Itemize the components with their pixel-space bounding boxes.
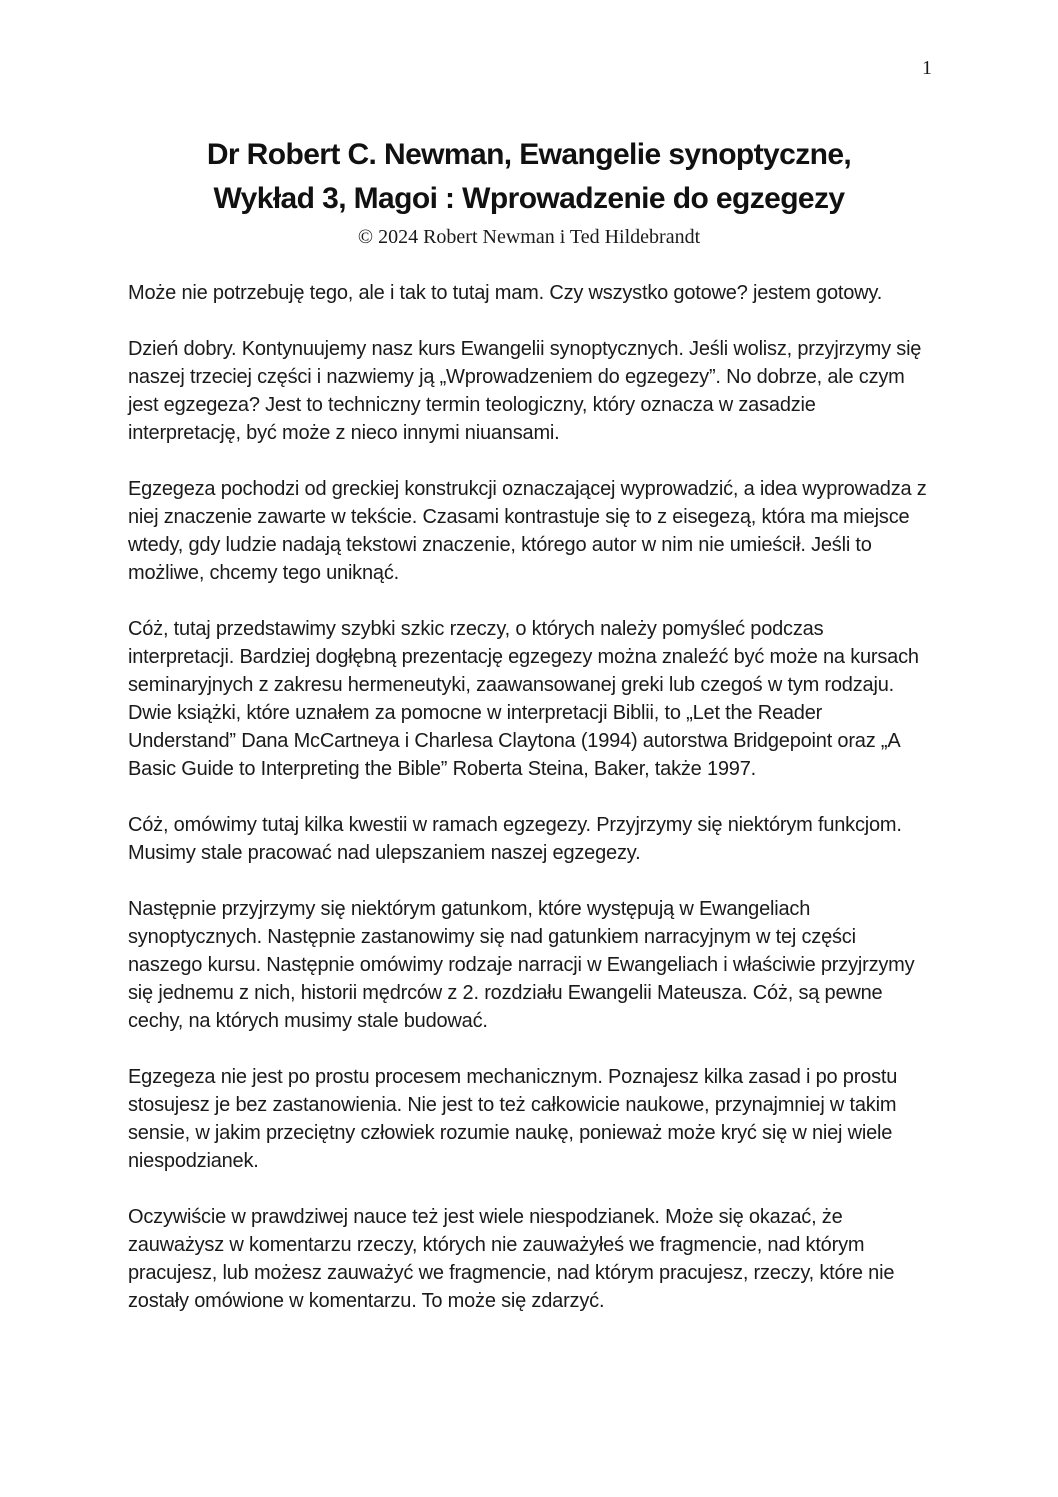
- paragraph-1: Może nie potrzebuję tego, ale i tak to tutaj mam. Czy wszystko gotowe? jestem gotowy.: [128, 282, 883, 304]
- paragraph-8: Oczywiście w prawdziwej nauce też jest wiele niespodzianek. Może się okazać, że zauważysz w komentarzu rzeczy, których nie zauważyłeś we fragmencie, nad którym pracujesz, lub możesz zauważyć we fragmencie, nad którym pracujesz, rzeczy, które nie zostały omówione w komentarzu. To może się zdarzyć.: [128, 1206, 895, 1312]
- document-title: [128, 133, 930, 221]
- page-number: 1: [922, 57, 932, 79]
- paragraph-2: Dzień dobry. Kontynuujemy nasz kurs Ewangelii synoptycznych. Jeśli wolisz, przyjrzymy się naszej trzeciej części i nazwiemy ją „Wprowadzeniem do egzegezy”. No dobrze, ale czym jest egzegeza? Jest to techniczny termin teologiczny, który oznacza w zasadzie interpretację, być może z nieco innymi niuansami.: [128, 338, 922, 444]
- body-text: [128, 279, 930, 1315]
- document-title-line-1: Dr Robert C. Newman, Ewangelie synoptyczne,: [206, 138, 852, 171]
- paragraph-5: Cóż, omówimy tutaj kilka kwestii w ramach egzegezy. Przyjrzymy się niektórym funkcjom. Musimy stale pracować nad ulepszaniem naszej egzegezy.: [128, 814, 902, 864]
- paragraph-4: Cóż, tutaj przedstawimy szybki szkic rzeczy, o których należy pomyśleć podczas interpretacji. Bardziej dogłębną prezentację egzegezy można znaleźć być może na kursach seminaryjnych z zakresu hermeneutyki, zaawansowanej greki lub czegoś w tym rodzaju. Dwie książki, które uznałem za pomocne w interpretacji Biblii, to „Let the Reader Understand” Dana McCartneya i Charlesa Claytona (1994) autorstwa Bridgepoint oraz „A Basic Guide to Interpreting the Bible” Roberta Steina, Baker, także 1997.: [128, 618, 919, 780]
- paragraph-6: Następnie przyjrzymy się niektórym gatunkom, które występują w Ewangeliach synoptycznych. Następnie zastanowimy się nad gatunkiem narracyjnym w tej części naszego kursu. Następnie omówimy rodzaje narracji w Ewangeliach i właściwie przyjrzymy się jednemu z nich, historii mędrców z 2. rozdziału Ewangelii Mateusza. Cóż, są pewne cechy, na których musimy stale budować.: [128, 898, 915, 1032]
- paragraph-3: Egzegeza pochodzi od greckiej konstrukcji oznaczającej wyprowadzić, a idea wyprowadza z niej znaczenie zawarte w tekście. Czasami kontrastuje się to z eisegezą, która ma miejsce wtedy, gdy ludzie nadają tekstowi znaczenie, którego autor w nim nie umieścił. Jeśli to możliwe, chcemy tego uniknąć.: [128, 478, 927, 584]
- copyright-line: © 2024 Robert Newman i Ted Hildebrandt: [357, 226, 701, 248]
- document-title-line-2: Wykład 3, Magoi : Wprowadzenie do egzegezy: [213, 182, 845, 215]
- paragraph-7: Egzegeza nie jest po prostu procesem mechanicznym. Poznajesz kilka zasad i po prostu stosujesz je bez zastanowienia. Nie jest to też całkowicie naukowe, przynajmniej w takim sensie, w jakim przeciętny człowiek rozumie naukę, ponieważ może kryć się w niej wiele niespodzianek.: [128, 1066, 898, 1172]
